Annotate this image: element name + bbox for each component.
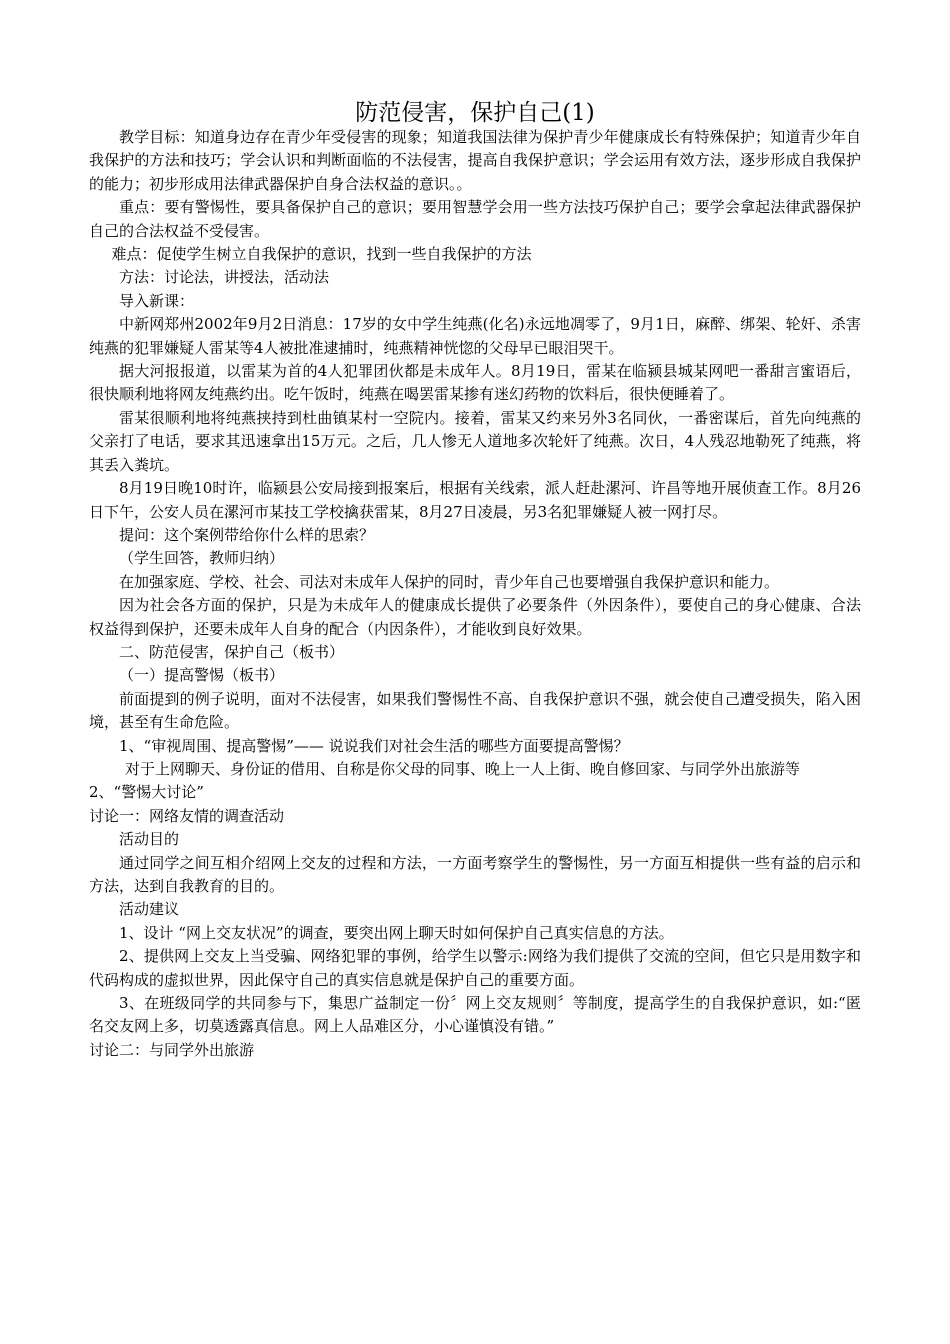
activity-suggestions-heading: 活动建议: [119, 900, 180, 919]
example-explanation-paragraph: 前面提到的例子说明，面对不法侵害，如果我们警惕性不高、自我保护意识不强，就会使自己遭受损失，陷入困境，甚至有生命危险。: [89, 689, 861, 732]
question-paragraph: 提问：这个案例带给你什么样的思索？: [119, 525, 375, 544]
summary-paragraph-1: 在加强家庭、学校、社会、司法对未成年人保护的同时，青少年自己也要增强自我保护意识和能力。: [119, 572, 780, 591]
activity-purpose-paragraph: 通过同学之间互相介绍网上交友的过程和方法，一方面考察学生的警惕性，另一方面互相提供一些有益的启示和方法，达到自我教育的目的。: [89, 853, 861, 895]
news-paragraph-4: 8月19日晚10时许，临颍县公安局接到报案后，根据有关线索，派人赶赴漯河、许昌等地开展侦查工作。8月26日下午，公安人员在漯河市某技工学校擒获雷某，8月27日凌晨，另3名犯罪嫌疑人被一网打尽。: [89, 479, 861, 521]
student-answer-note: （学生回答，教师归纳）: [119, 549, 285, 568]
discussion-2-heading: 讨论二：与同学外出旅游: [89, 1040, 255, 1059]
teaching-objectives-paragraph: 教学目标：知道身边存在青少年受侵害的现象；知道我国法律为保护青少年健康成长有特殊保护；知道青少年自我保护的方法和技巧；学会认识和判断面临的不法侵害，提高自我保护意识；学会运用有效方法，逐步形成自我保护的能力；初步形成用法律武器保护自身合法权益的意识。。: [89, 128, 861, 193]
suggestion-1: 1、设计 “网上交友状况”的调查，要突出网上聊天时如何保护自己真实信息的方法。: [119, 923, 674, 942]
item-2-heading: 2、“警惕大讨论”: [89, 783, 204, 802]
difficulties-paragraph: 难点：促使学生树立自我保护的意识，找到一些自我保护的方法: [111, 245, 532, 264]
discussion-1-heading: 讨论一：网络友情的调查活动: [89, 806, 285, 825]
introduction-heading: 导入新课：: [119, 291, 195, 310]
item-1-heading: 1、“审视周围、提高警惕”—— 说说我们对社会生活的哪些方面要提高警惕？: [119, 736, 629, 755]
news-paragraph-3: 雷某很顺利地将纯燕挟持到杜曲镇某村一空院内。接着，雷某又约来另外3名同伙，一番密谋后，首先向纯燕的父亲打了电话，要求其迅速拿出15万元。之后，几人惨无人道地多次轮奸了纯燕。次日，4人残忍地勒死了纯燕，将其丢入粪坑。: [89, 408, 861, 474]
subsection-heading-1: （一）提高警惕（板书）: [119, 666, 285, 685]
news-paragraph-2: 据大河报报道，以雷某为首的4人犯罪团伙都是未成年人。8月19日，雷某在临颍县城某网吧一番甜言蜜语后，很快顺利地将网友纯燕约出。吃午饭时，纯燕在喝罢雷某掺有迷幻药物的饮料后，很快便睡着了。: [89, 362, 861, 404]
document-body: [89, 126, 861, 1062]
methods-paragraph: 方法：讨论法，讲授法，活动法: [119, 268, 330, 287]
activity-purpose-heading: 活动目的: [119, 830, 180, 849]
suggestion-2: 2、提供网上交友上当受骗、网络犯罪的事例，给学生以警示:网络为我们提供了交流的空间，但它只是用数字和代码构成的虚拟世界，因此保守自己的真实信息就是保护自己的重要方面。: [89, 947, 861, 989]
document-title: 防范侵害，保护自己(1): [355, 100, 595, 126]
summary-paragraph-2: 因为社会各方面的保护，只是为未成年人的健康成长提供了必要条件（外因条件），要使自己的身心健康、合法权益得到保护，还要未成年人自身的配合（内因条件），才能收到良好效果。: [89, 596, 861, 638]
news-paragraph-1: 中新网郑州2002年9月2日消息：17岁的女中学生纯燕(化名)永远地凋零了，9月1日，麻醉、绑架、轮奸、杀害纯燕的犯罪嫌疑人雷某等4人被批准逮捕时，纯燕精神恍惚的父母早已眼泪哭干。: [89, 315, 861, 357]
item-1-content: 对于上网聊天、身份证的借用、自称是你父母的同事、晚上一人上街、晚自修回家、与同学外出旅游等: [125, 759, 801, 778]
key-points-paragraph: 重点：要有警惕性，要具备保护自己的意识；要用智慧学会用一些方法技巧保护自己；要学会拿起法律武器保护自己的合法权益不受侵害。: [89, 198, 861, 240]
suggestion-3: 3、在班级同学的共同参与下，集思广益制定一份〞网上交友规则〞等制度，提高学生的自我保护意识，如:“匿名交友网上多，切莫透露真信息。网上人品难区分，小心谨慎没有错。”: [89, 994, 861, 1036]
section-heading-2: 二、防范侵害，保护自己（板书）: [119, 642, 345, 661]
